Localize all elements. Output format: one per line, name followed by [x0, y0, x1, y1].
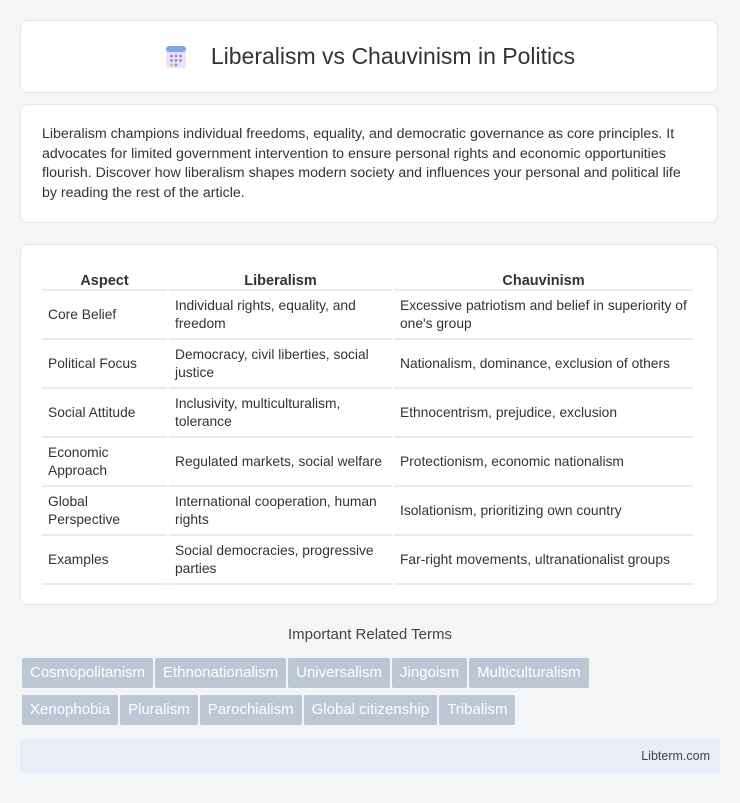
liberalism-cell: Democracy, civil liberties, social justice — [169, 338, 392, 387]
aspect-cell: Political Focus — [42, 338, 167, 387]
term-tag[interactable]: Universalism — [288, 658, 390, 688]
header-aspect: Aspect — [80, 273, 129, 289]
table-row — [42, 485, 693, 534]
chauvinism-cell: Protectionism, economic nationalism — [394, 436, 693, 485]
document-list-icon — [163, 44, 189, 70]
chauvinism-cell: Far-right movements, ultranationalist groups — [394, 534, 693, 585]
header-liberalism: Liberalism — [244, 273, 317, 289]
aspect-cell: Examples — [42, 534, 167, 585]
liberalism-cell: International cooperation, human rights — [169, 485, 392, 534]
term-tag[interactable]: Parochialism — [200, 695, 302, 725]
header-chauvinism: Chauvinism — [502, 273, 585, 289]
chauvinism-cell: Ethnocentrism, prejudice, exclusion — [394, 387, 693, 436]
footer — [20, 739, 720, 773]
intro-card — [20, 104, 718, 223]
aspect-cell: Social Attitude — [42, 387, 167, 436]
comparison-table — [40, 265, 695, 585]
related-terms-list — [22, 658, 722, 732]
aspect-cell: Economic Approach — [42, 436, 167, 485]
liberalism-cell: Individual rights, equality, and freedom — [169, 289, 392, 338]
aspect-cell: Core Belief — [42, 289, 167, 338]
table-row — [42, 534, 693, 585]
table-header-row — [42, 265, 693, 289]
term-tag[interactable]: Pluralism — [120, 695, 198, 725]
page-title: Liberalism vs Chauvinism in Politics — [210, 43, 576, 69]
footer-site-link[interactable]: Libterm.com — [641, 749, 710, 763]
term-tag[interactable]: Jingoism — [392, 658, 467, 688]
term-tag[interactable]: Global citizenship — [304, 695, 438, 725]
title-card — [20, 20, 718, 93]
liberalism-cell: Social democracies, progressive parties — [169, 534, 392, 585]
table-row — [42, 436, 693, 485]
liberalism-cell: Inclusivity, multiculturalism, tolerance — [169, 387, 392, 436]
chauvinism-cell: Isolationism, prioritizing own country — [394, 485, 693, 534]
liberalism-cell: Regulated markets, social welfare — [169, 436, 392, 485]
chauvinism-cell: Nationalism, dominance, exclusion of others — [394, 338, 693, 387]
term-tag[interactable]: Multiculturalism — [469, 658, 588, 688]
related-terms-title: Important Related Terms — [288, 626, 452, 643]
table-row — [42, 387, 693, 436]
chauvinism-cell: Excessive patriotism and belief in superiority of one's group — [394, 289, 693, 338]
aspect-cell: Global Perspective — [42, 485, 167, 534]
term-tag[interactable]: Cosmopolitanism — [22, 658, 153, 688]
comparison-card — [20, 244, 718, 605]
term-tag[interactable]: Xenophobia — [22, 695, 118, 725]
term-tag[interactable]: Tribalism — [439, 695, 515, 725]
table-row — [42, 338, 693, 387]
table-row — [42, 289, 693, 338]
term-tag[interactable]: Ethnonationalism — [155, 658, 286, 688]
intro-text: Liberalism champions individual freedoms, equality, and democratic governance as core principles. It advocates for limited government intervention to ensure personal rights and economic opportunities flourish. Discover how liberalism shapes modern society and influences your personal and political life by reading the rest of the article. — [42, 126, 681, 201]
